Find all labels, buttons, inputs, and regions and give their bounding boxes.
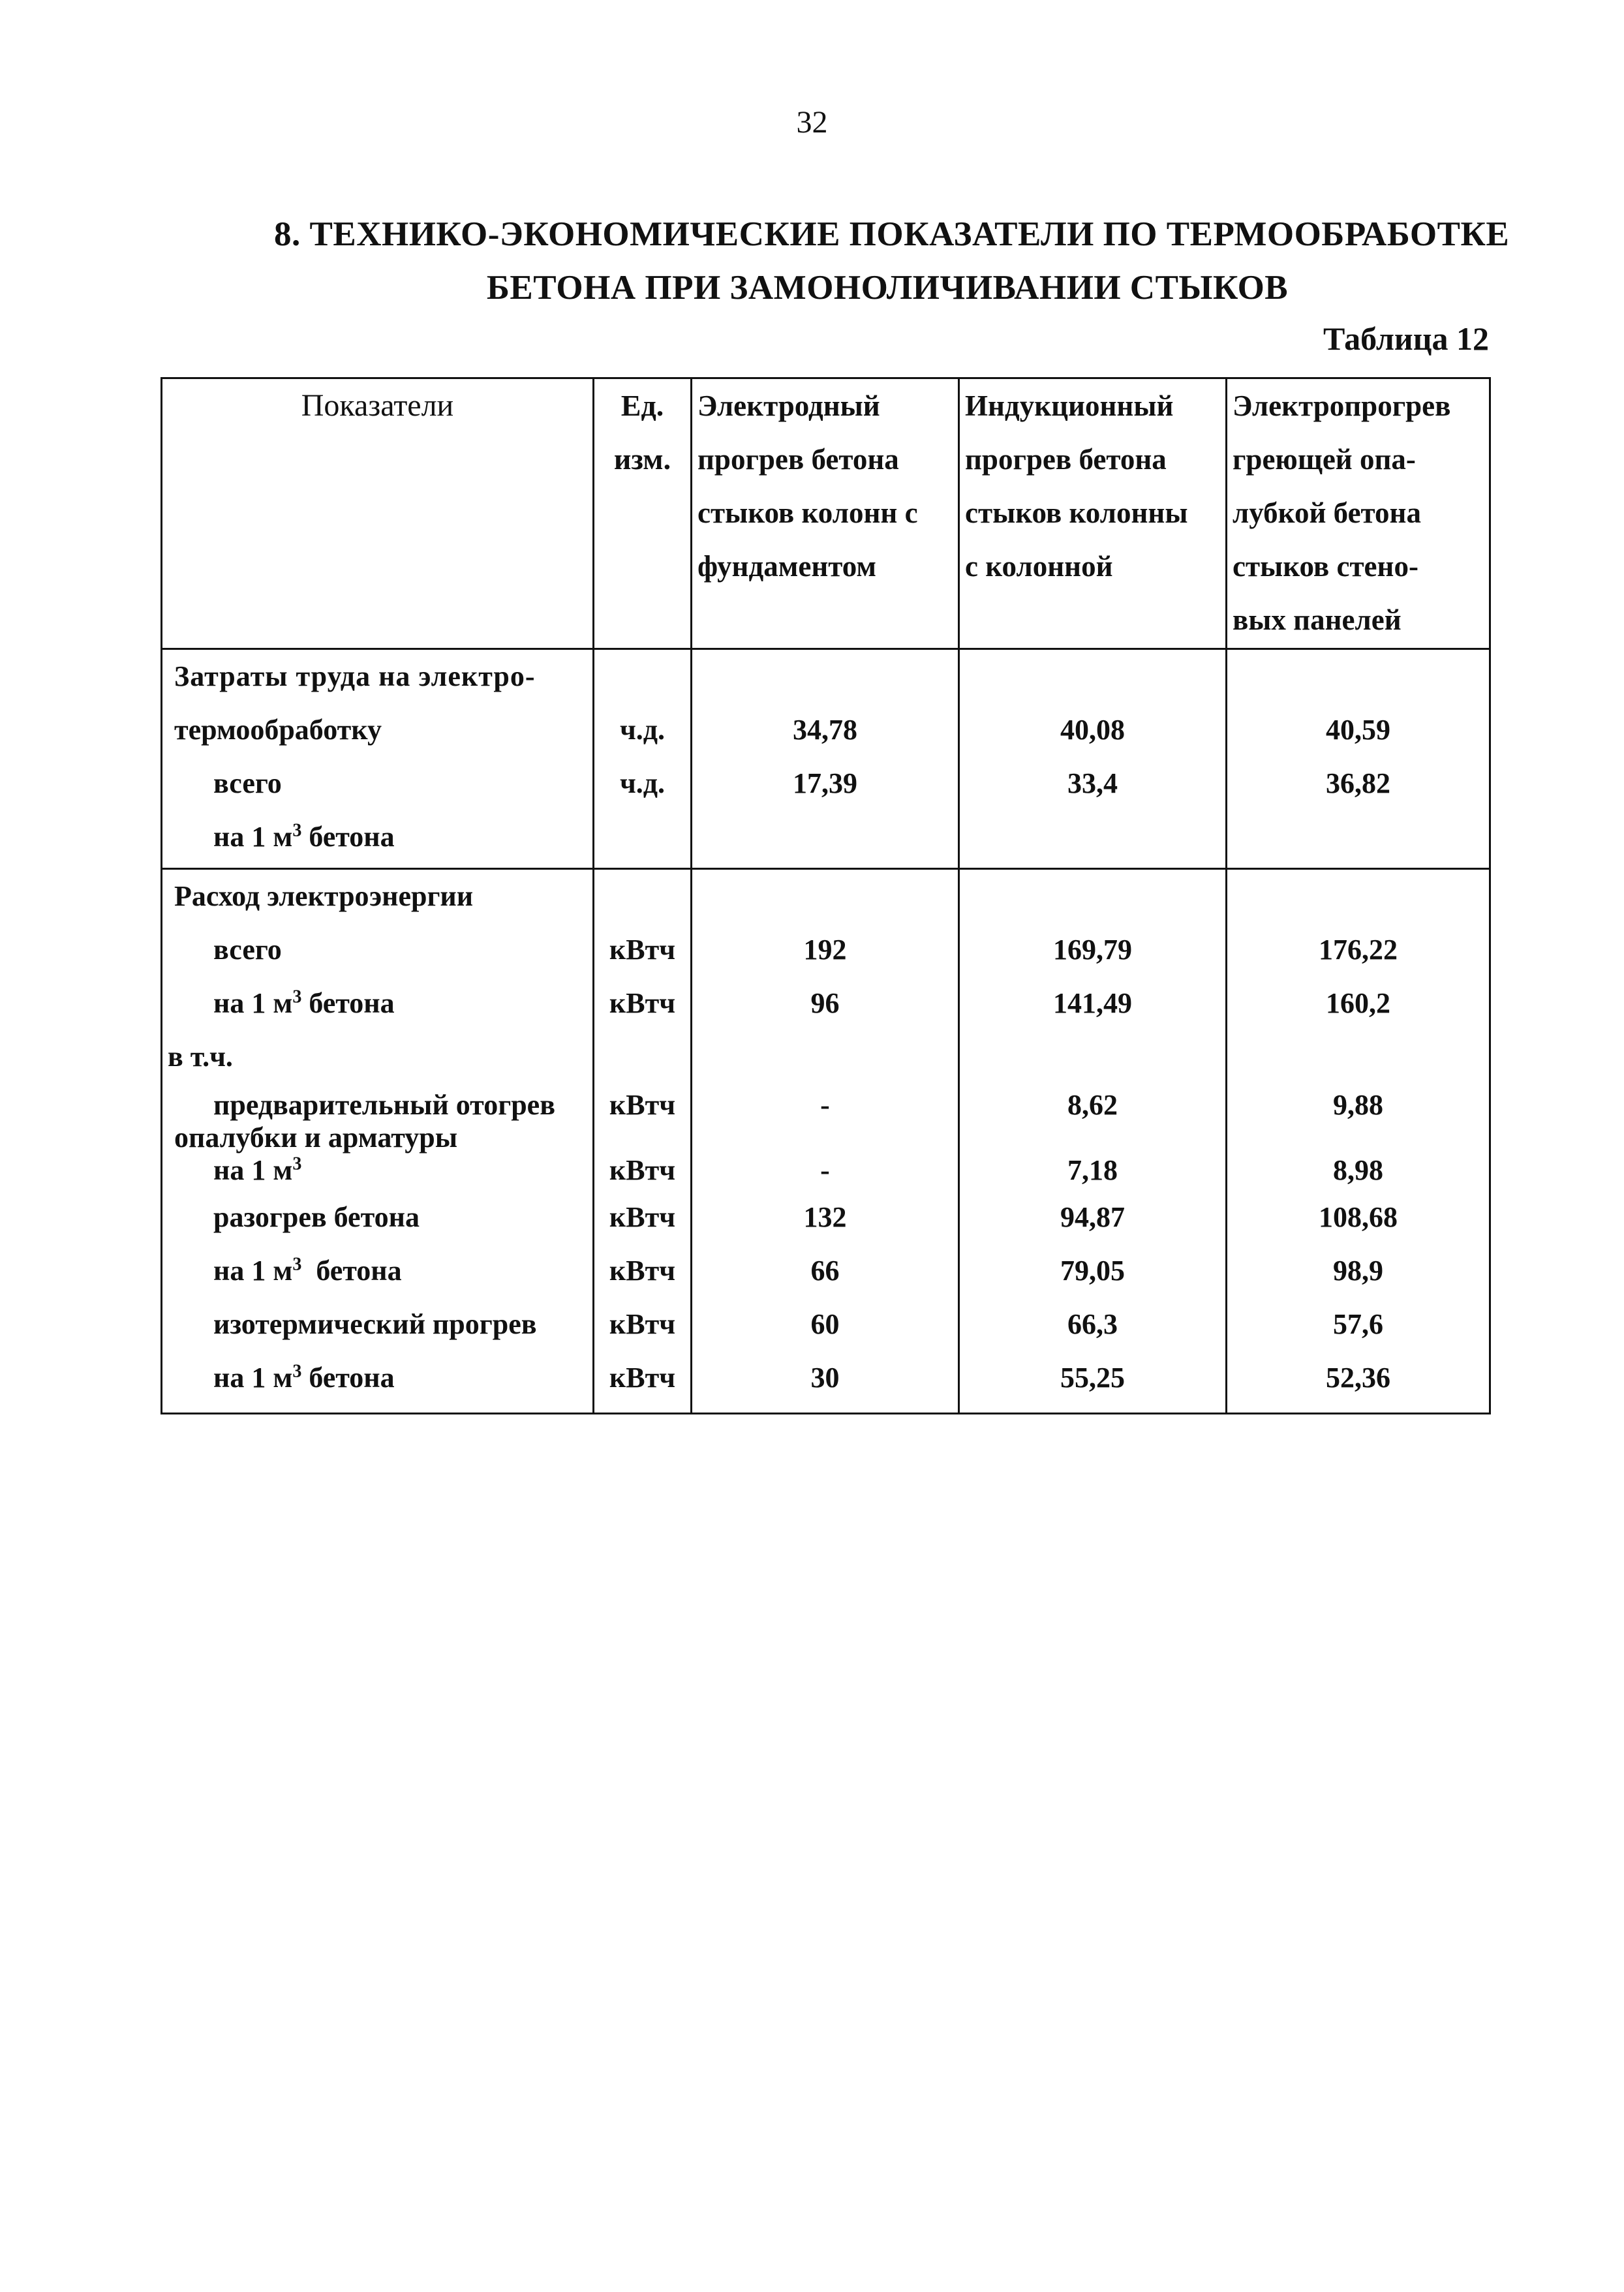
labor-labels: Затраты труда на электро- термообработку всего на 1 $м^3$ бетона (162, 649, 594, 869)
preheat-per-m3-label: на 1 $м^3$ (213, 1154, 302, 1186)
heading-line-1: 8. ТЕХНИКО-ЭКОНОМИЧЕСКИЕ ПОКАЗАТЕЛИ ПО ТЕРМООБРАБОТКЕ (274, 215, 1510, 253)
labor-formwork-values: 40,59 36,82 (1227, 649, 1490, 869)
iso-per-m3-label: на 1 $м^3$ бетона (213, 1361, 395, 1394)
page-number: 32 (796, 105, 828, 140)
header-induction-heating: Индукционный прогрев бетона стыков колонны с колонной (959, 378, 1227, 649)
energy-induction-values: 169,79 141,49 8,62 7,18 94,87 79,05 66,3 55,25 (959, 869, 1227, 1414)
labor-units: ч.д. ч.д. (594, 649, 692, 869)
section-heading (274, 207, 1510, 314)
labor-per-m3-label: на 1 $м^3$ бетона (213, 820, 395, 853)
header-formwork-heating: Электропрогрев греющей опа- лубкой бетона стыков стено- вых панелей (1227, 378, 1490, 649)
header-electrode-heating: Электродный прогрев бетона стыков колонн с фундаментом (692, 378, 959, 649)
heating-per-m3-label: на 1 $м^3$ бетона (213, 1254, 402, 1287)
energy-block (162, 869, 1490, 1414)
energy-labels: Расход электроэнергии всего на 1 $м^3$ бетона в т.ч. предварительный отогрев опалубки и арматуры на 1 $м^3$ разогрев бетона на 1 $м^3$ бетона изотермический прогрев на 1 $м^3$ бетона (162, 869, 594, 1414)
labor-induction-values: 40,08 33,4 (959, 649, 1227, 869)
indicators-table (161, 377, 1491, 1414)
table-caption: Таблица 12 (1323, 320, 1489, 357)
heading-line-2: БЕТОНА ПРИ ЗАМОНОЛИЧИВАНИИ СТЫКОВ (486, 269, 1289, 307)
energy-units: кВтч кВтч кВтч кВтч кВтч кВтч кВтч кВтч (594, 869, 692, 1414)
energy-per-m3-label: на 1 $м^3$ бетона (213, 986, 395, 1019)
energy-electrode-values: 192 96 - - 132 66 60 30 (692, 869, 959, 1414)
header-unit: Ед. изм. (594, 378, 692, 649)
table-header-row (162, 378, 1490, 649)
energy-formwork-values: 176,22 160,2 9,88 8,98 108,68 98,9 57,6 52,36 (1227, 869, 1490, 1414)
labor-electrode-values: 34,78 17,39 (692, 649, 959, 869)
labor-block (162, 649, 1490, 869)
header-indicators: Показатели (162, 378, 594, 649)
